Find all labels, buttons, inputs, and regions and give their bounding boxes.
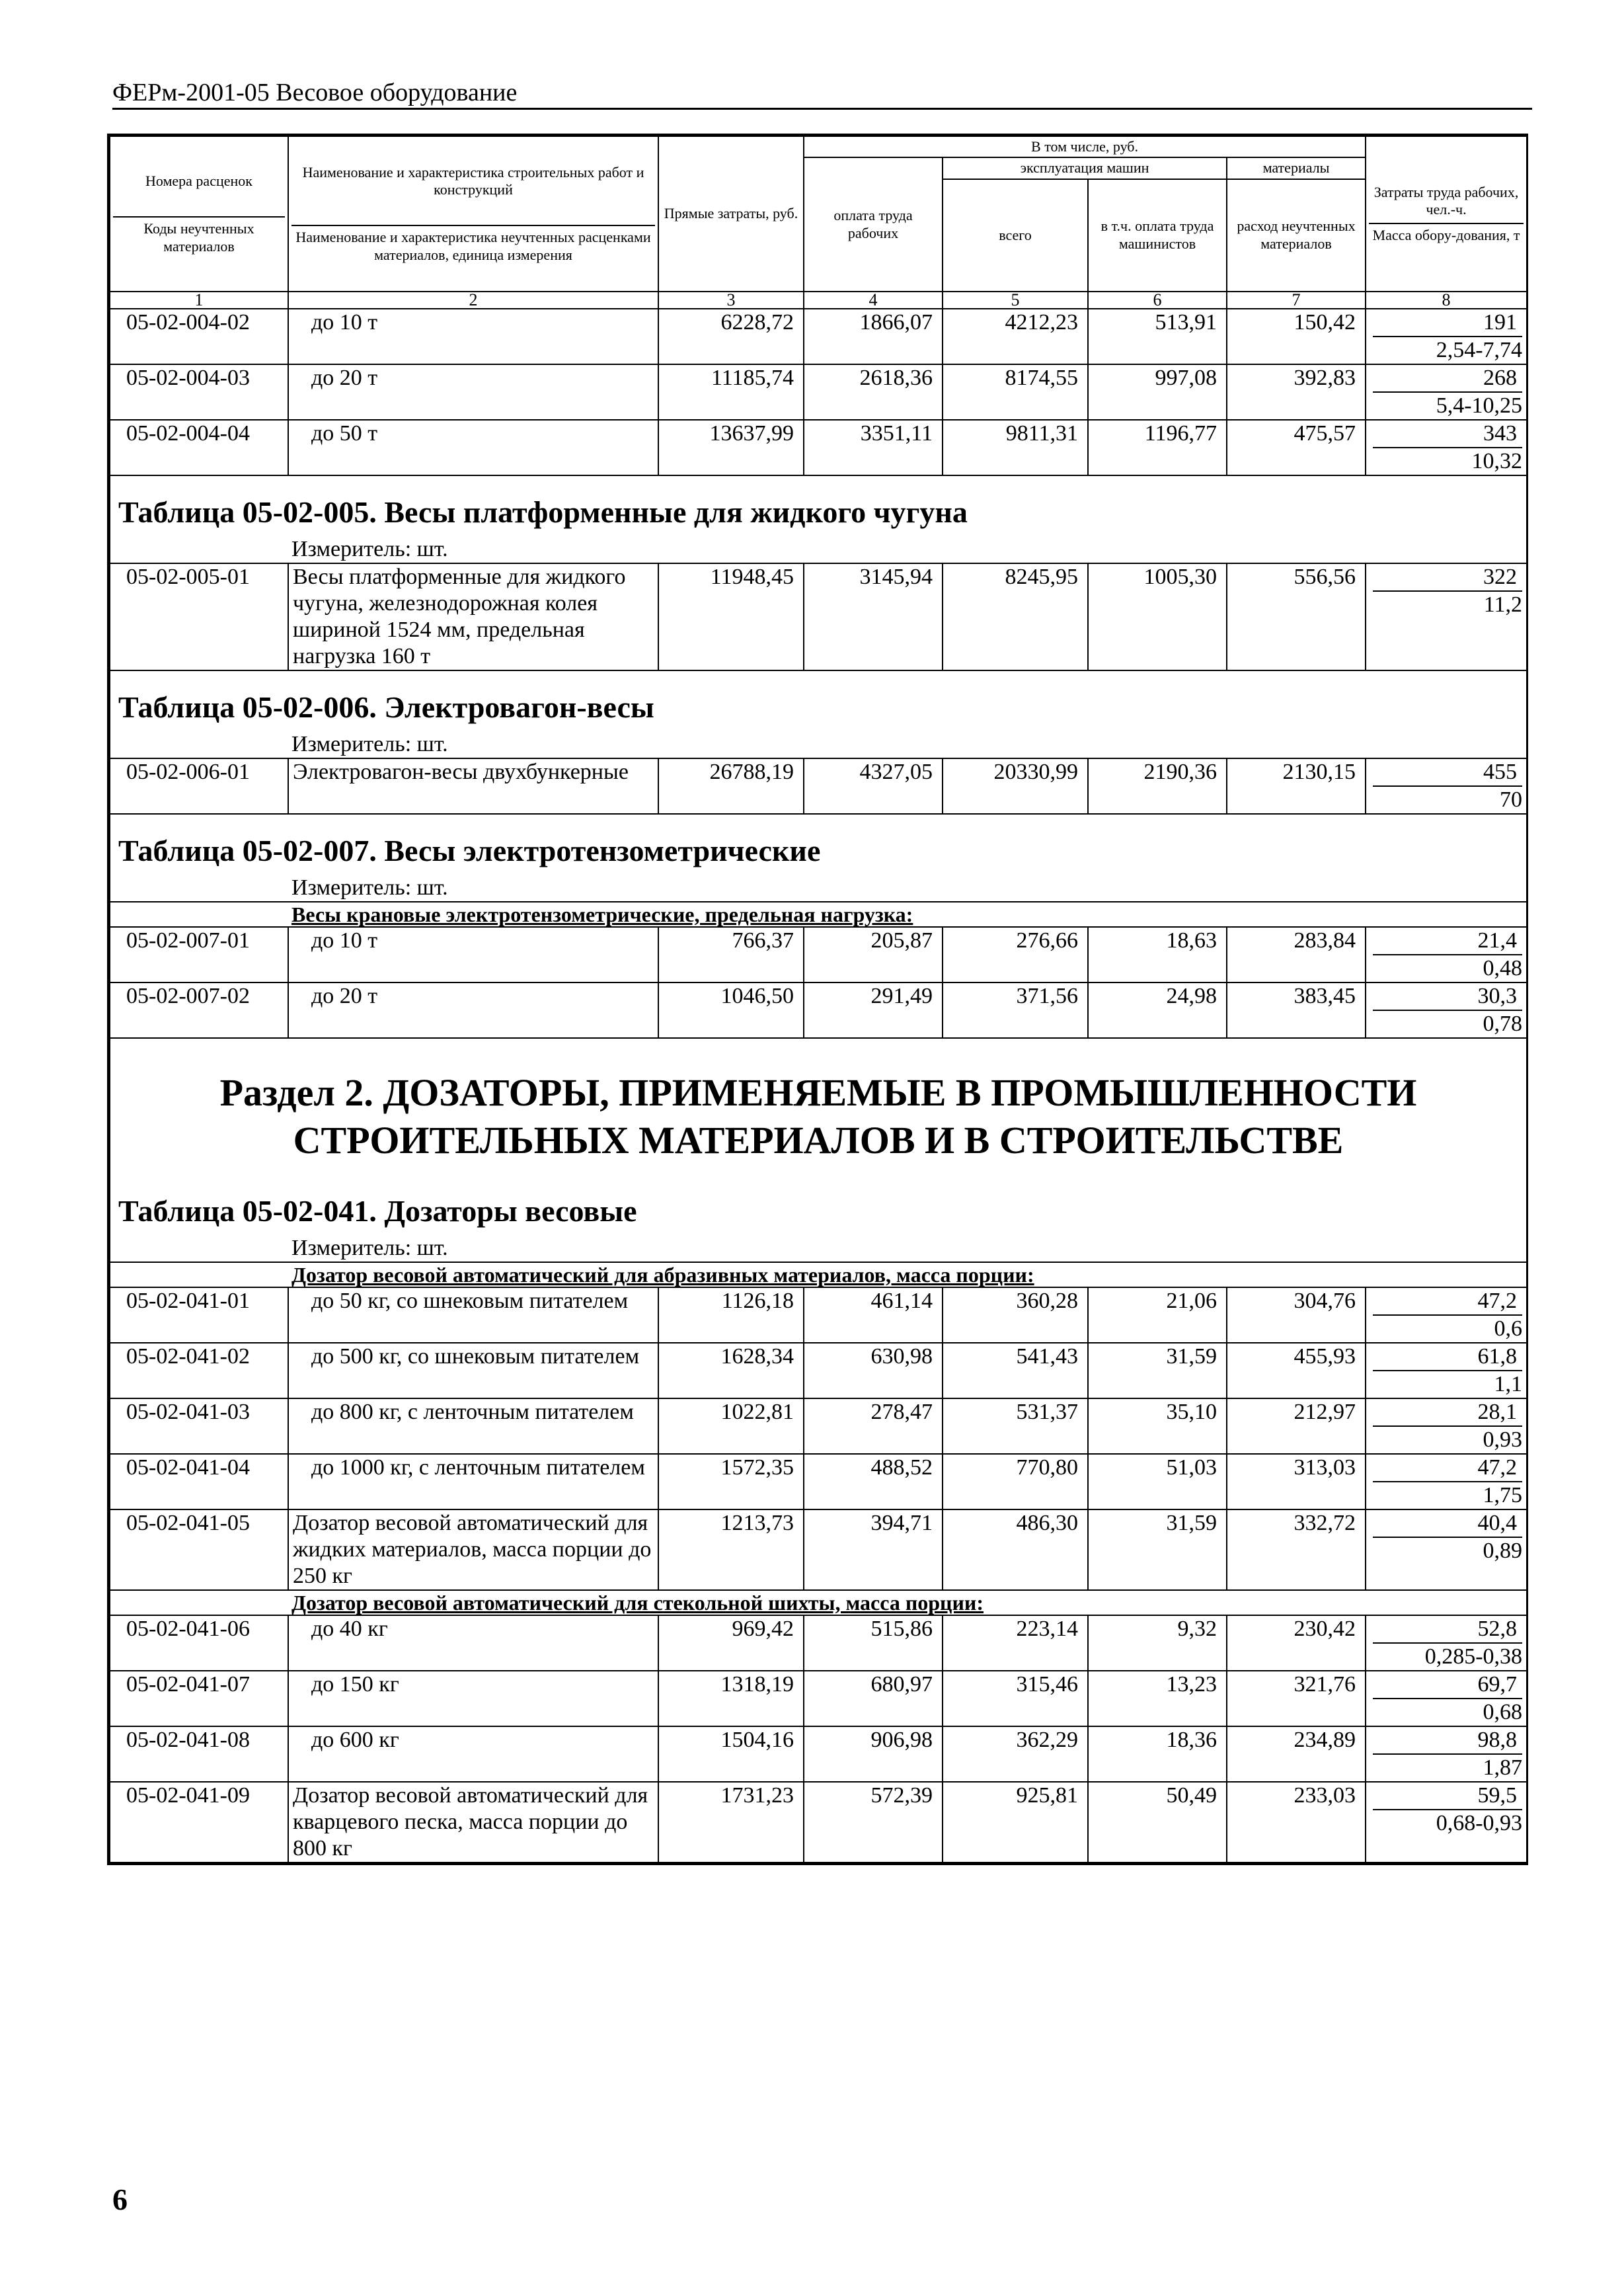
table-row <box>110 927 1527 982</box>
header-names <box>288 136 658 292</box>
rate-code: 05-02-041-05 <box>110 1509 288 1590</box>
group-heading: Весы крановые электротензометрические, предельная нагрузка: <box>291 902 913 926</box>
rate-name: до 10 т <box>288 309 658 364</box>
machine-cost: 360,28 <box>943 1287 1088 1343</box>
table-041-title: Таблица 05-02-041. Дозаторы весовые <box>118 1193 637 1228</box>
column-numbers-row <box>110 292 1527 309</box>
rows-004 <box>110 309 1527 475</box>
machinist-wage: 31,59 <box>1088 1509 1227 1590</box>
machinist-wage: 21,06 <box>1088 1287 1227 1343</box>
table-row <box>110 1671 1527 1726</box>
machine-cost: 276,66 <box>943 927 1088 982</box>
labor-cell <box>1366 309 1527 364</box>
rate-code: 05-02-006-01 <box>110 758 288 814</box>
rate-name: до 500 кг, со шнековым питателем <box>288 1343 658 1398</box>
table-row <box>110 1782 1527 1863</box>
materials-cost: 212,97 <box>1227 1398 1366 1454</box>
labor-cell <box>1366 1615 1527 1671</box>
rate-code: 05-02-004-02 <box>110 309 288 364</box>
header-rate-numbers: Номера расценок <box>145 172 252 189</box>
group-row <box>110 902 1527 927</box>
rate-name: до 150 кг <box>288 1671 658 1726</box>
section-title-line-1: Раздел 2. ДОЗАТОРЫ, ПРИМЕНЯЕМЫЕ В ПРОМЫШЛЕННОСТИ <box>219 1070 1417 1114</box>
machinist-wage: 9,32 <box>1088 1615 1227 1671</box>
table-row <box>110 1726 1527 1782</box>
machine-cost: 371,56 <box>943 982 1088 1038</box>
column-number: 4 <box>804 292 943 309</box>
header-total: всего <box>943 179 1088 292</box>
section-2-row <box>110 1038 1527 1262</box>
machine-cost: 223,14 <box>943 1615 1088 1671</box>
table-005-heading-row <box>110 475 1527 563</box>
machinist-wage: 50,49 <box>1088 1782 1227 1863</box>
header-codes <box>110 136 288 292</box>
equipment-mass: 0,68-0,93 <box>1436 1810 1523 1835</box>
direct-cost: 1022,81 <box>658 1398 804 1454</box>
machinist-wage: 18,36 <box>1088 1726 1227 1782</box>
machine-cost: 486,30 <box>943 1509 1088 1590</box>
rate-name: до 800 кг, с ленточным питателем <box>288 1398 658 1454</box>
header-including: В том числе, руб. <box>804 136 1366 157</box>
labor-hours: 28,1 <box>1373 1399 1522 1427</box>
rate-code: 05-02-004-03 <box>110 364 288 420</box>
wage: 4327,05 <box>804 758 943 814</box>
labor-hours: 343 <box>1373 421 1522 448</box>
rate-code: 05-02-041-08 <box>110 1726 288 1782</box>
table-006-title: Таблица 05-02-006. Электровагон-весы <box>118 690 654 724</box>
materials-cost: 392,83 <box>1227 364 1366 420</box>
group-row <box>110 1262 1527 1287</box>
equipment-mass: 70 <box>1500 787 1523 812</box>
table-header-row-1 <box>110 136 1527 157</box>
group-heading: Дозатор весовой автоматический для абразивных материалов, масса порции: <box>291 1262 1034 1287</box>
materials-cost: 283,84 <box>1227 927 1366 982</box>
materials-cost: 150,42 <box>1227 309 1366 364</box>
header-labor <box>1366 136 1527 292</box>
table-row <box>110 758 1527 814</box>
materials-cost: 234,89 <box>1227 1726 1366 1782</box>
table-row <box>110 563 1527 670</box>
materials-cost: 332,72 <box>1227 1509 1366 1590</box>
direct-cost: 1046,50 <box>658 982 804 1038</box>
wage: 572,39 <box>804 1782 943 1863</box>
equipment-mass: 1,1 <box>1494 1371 1523 1396</box>
labor-hours: 21,4 <box>1373 928 1522 955</box>
labor-hours: 61,8 <box>1373 1343 1522 1371</box>
equipment-mass: 0,93 <box>1483 1427 1523 1452</box>
rate-name: до 40 кг <box>288 1615 658 1671</box>
group-heading: Дозатор весовой автоматический для стекольной шихты, масса порции: <box>291 1590 984 1615</box>
labor-hours: 322 <box>1373 564 1522 592</box>
machinist-wage: 13,23 <box>1088 1671 1227 1726</box>
labor-cell <box>1366 982 1527 1038</box>
labor-hours: 98,8 <box>1373 1727 1522 1755</box>
wage: 515,86 <box>804 1615 943 1671</box>
materials-cost: 2130,15 <box>1227 758 1366 814</box>
materials-cost: 475,57 <box>1227 420 1366 475</box>
rate-code: 05-02-041-01 <box>110 1287 288 1343</box>
machinist-wage: 31,59 <box>1088 1343 1227 1398</box>
direct-cost: 766,37 <box>658 927 804 982</box>
section-title-line-2: СТРОИТЕЛЬНЫХ МАТЕРИАЛОВ И В СТРОИТЕЛЬСТВЕ <box>293 1118 1344 1162</box>
column-number: 6 <box>1088 292 1227 309</box>
labor-cell <box>1366 758 1527 814</box>
rate-code: 05-02-007-01 <box>110 927 288 982</box>
rate-code: 05-02-041-09 <box>110 1782 288 1863</box>
materials-cost: 233,03 <box>1227 1782 1366 1863</box>
wage: 278,47 <box>804 1398 943 1454</box>
direct-cost: 1504,16 <box>658 1726 804 1782</box>
equipment-mass: 5,4-10,25 <box>1436 393 1523 418</box>
wage: 680,97 <box>804 1671 943 1726</box>
rate-name: до 20 т <box>288 982 658 1038</box>
machinist-wage: 2190,36 <box>1088 758 1227 814</box>
wage: 205,87 <box>804 927 943 982</box>
rate-name: до 600 кг <box>288 1726 658 1782</box>
header-machines: эксплуатация машин <box>943 157 1227 179</box>
rate-name: до 1000 кг, с ленточным питателем <box>288 1454 658 1509</box>
equipment-mass: 0,68 <box>1483 1699 1523 1724</box>
rate-name: Электровагон-весы двухбункерные <box>288 758 658 814</box>
rates-table <box>107 134 1528 1865</box>
labor-cell <box>1366 420 1527 475</box>
machine-cost: 925,81 <box>943 1782 1088 1863</box>
wage: 488,52 <box>804 1454 943 1509</box>
direct-cost: 26788,19 <box>658 758 804 814</box>
rate-name: Дозатор весовой автоматический для жидких материалов, масса порции до 250 кг <box>288 1509 658 1590</box>
column-number: 1 <box>110 292 288 309</box>
materials-cost: 230,42 <box>1227 1615 1366 1671</box>
wage: 3145,94 <box>804 563 943 670</box>
direct-cost: 13637,99 <box>658 420 804 475</box>
table-row <box>110 1343 1527 1398</box>
direct-cost: 11948,45 <box>658 563 804 670</box>
table-row <box>110 1398 1527 1454</box>
group-row <box>110 1590 1527 1615</box>
table-row <box>110 1454 1527 1509</box>
labor-hours: 30,3 <box>1373 983 1522 1011</box>
section-title <box>114 1039 1522 1178</box>
table-row <box>110 1509 1527 1590</box>
table-007-title: Таблица 05-02-007. Весы электротензометрические <box>118 833 821 867</box>
table-041-measure: Измеритель: шт. <box>291 1235 448 1260</box>
equipment-mass: 1,75 <box>1483 1482 1523 1507</box>
table-007-heading-row <box>110 814 1527 902</box>
column-number: 3 <box>658 292 804 309</box>
header-equipment-mass: Масса обору-дования, т <box>1369 223 1524 244</box>
rate-code: 05-02-005-01 <box>110 563 288 670</box>
materials-cost: 455,93 <box>1227 1343 1366 1398</box>
materials-cost: 321,76 <box>1227 1671 1366 1726</box>
labor-cell <box>1366 1454 1527 1509</box>
labor-cell <box>1366 1398 1527 1454</box>
rate-name: до 20 т <box>288 364 658 420</box>
equipment-mass: 0,89 <box>1483 1538 1523 1563</box>
table-row <box>110 982 1527 1038</box>
header-labor-costs: Затраты труда рабочих, чел.-ч. <box>1373 183 1519 218</box>
equipment-mass: 2,54-7,74 <box>1436 337 1523 362</box>
direct-cost: 6228,72 <box>658 309 804 364</box>
header-direct-costs: Прямые затраты, руб. <box>658 136 804 292</box>
labor-hours: 52,8 <box>1373 1616 1522 1644</box>
labor-cell <box>1366 1671 1527 1726</box>
machine-cost: 541,43 <box>943 1343 1088 1398</box>
table-row <box>110 1615 1527 1671</box>
materials-cost: 383,45 <box>1227 982 1366 1038</box>
header-material-codes: Коды неучтенных материалов <box>113 216 285 255</box>
labor-cell <box>1366 563 1527 670</box>
rate-name: до 50 кг, со шнековым питателем <box>288 1287 658 1343</box>
rate-name: Дозатор весовой автоматический для кварцевого песка, масса порции до 800 кг <box>288 1782 658 1863</box>
running-head: ФЕРм-2001-05 Весовое оборудование <box>112 78 1532 110</box>
machine-cost: 8245,95 <box>943 563 1088 670</box>
header-unaccounted: расход неучтенных материалов <box>1227 179 1366 292</box>
rate-code: 05-02-041-07 <box>110 1671 288 1726</box>
equipment-mass: 10,32 <box>1471 448 1523 473</box>
direct-cost: 1731,23 <box>658 1782 804 1863</box>
machinist-wage: 24,98 <box>1088 982 1227 1038</box>
labor-cell <box>1366 1343 1527 1398</box>
rate-name: до 10 т <box>288 927 658 982</box>
materials-cost: 313,03 <box>1227 1454 1366 1509</box>
column-number: 8 <box>1366 292 1527 309</box>
table-row <box>110 309 1527 364</box>
labor-cell <box>1366 1509 1527 1590</box>
direct-cost: 1213,73 <box>658 1509 804 1590</box>
equipment-mass: 1,87 <box>1483 1755 1523 1780</box>
wage: 630,98 <box>804 1343 943 1398</box>
rate-code: 05-02-041-04 <box>110 1454 288 1509</box>
table-row <box>110 364 1527 420</box>
header-wage: оплата труда рабочих <box>804 157 943 291</box>
wage: 2618,36 <box>804 364 943 420</box>
column-number: 5 <box>943 292 1088 309</box>
labor-hours: 40,4 <box>1373 1510 1522 1538</box>
wage: 291,49 <box>804 982 943 1038</box>
page-number: 6 <box>112 2183 128 2216</box>
labor-hours: 47,2 <box>1373 1288 1522 1316</box>
machinist-wage: 513,91 <box>1088 309 1227 364</box>
machine-cost: 8174,55 <box>943 364 1088 420</box>
machinist-wage: 997,08 <box>1088 364 1227 420</box>
direct-cost: 11185,74 <box>658 364 804 420</box>
table-row <box>110 420 1527 475</box>
labor-cell <box>1366 927 1527 982</box>
table-005-measure: Измеритель: шт. <box>291 536 448 561</box>
machine-cost: 20330,99 <box>943 758 1088 814</box>
labor-cell <box>1366 364 1527 420</box>
materials-cost: 556,56 <box>1227 563 1366 670</box>
equipment-mass: 0,6 <box>1494 1316 1523 1341</box>
wage: 394,71 <box>804 1509 943 1590</box>
machinist-wage: 51,03 <box>1088 1454 1227 1509</box>
labor-cell <box>1366 1782 1527 1863</box>
direct-cost: 969,42 <box>658 1615 804 1671</box>
rate-code: 05-02-041-03 <box>110 1398 288 1454</box>
machinist-wage: 1005,30 <box>1088 563 1227 670</box>
column-number: 2 <box>288 292 658 309</box>
table-006-heading-row <box>110 670 1527 758</box>
rate-name: до 50 т <box>288 420 658 475</box>
labor-cell <box>1366 1287 1527 1343</box>
machine-cost: 9811,31 <box>943 420 1088 475</box>
machine-cost: 770,80 <box>943 1454 1088 1509</box>
direct-cost: 1572,35 <box>658 1454 804 1509</box>
header-materials: материалы <box>1227 157 1366 179</box>
materials-cost: 304,76 <box>1227 1287 1366 1343</box>
wage: 461,14 <box>804 1287 943 1343</box>
wage: 906,98 <box>804 1726 943 1782</box>
header-work-name: Наименование и характеристика строительных работ и конструкций <box>302 163 644 198</box>
wage: 1866,07 <box>804 309 943 364</box>
machine-cost: 531,37 <box>943 1398 1088 1454</box>
machinist-wage: 18,63 <box>1088 927 1227 982</box>
header-material-name: Наименование и характеристика неучтенных расценками материалов, единица измерения <box>291 225 655 264</box>
direct-cost: 1628,34 <box>658 1343 804 1398</box>
machinist-wage: 1196,77 <box>1088 420 1227 475</box>
wage: 3351,11 <box>804 420 943 475</box>
equipment-mass: 0,48 <box>1483 955 1523 981</box>
direct-cost: 1318,19 <box>658 1671 804 1726</box>
equipment-mass: 0,285-0,38 <box>1424 1644 1523 1669</box>
labor-hours: 191 <box>1373 309 1522 337</box>
table-005-title: Таблица 05-02-005. Весы платформенные для жидкого чугуна <box>118 495 968 529</box>
machinist-wage: 35,10 <box>1088 1398 1227 1454</box>
table-007-measure: Измеритель: шт. <box>291 875 448 900</box>
rate-code: 05-02-041-02 <box>110 1343 288 1398</box>
labor-hours: 455 <box>1373 759 1522 787</box>
labor-hours: 59,5 <box>1373 1783 1522 1810</box>
labor-cell <box>1366 1726 1527 1782</box>
machine-cost: 315,46 <box>943 1671 1088 1726</box>
equipment-mass: 0,78 <box>1483 1011 1523 1036</box>
table-006-measure: Измеритель: шт. <box>291 731 448 756</box>
rate-name: Весы платформенные для жидкого чугуна, железнодорожная колея шириной 1524 мм, предельная нагрузка 160 т <box>288 563 658 670</box>
labor-hours: 69,7 <box>1373 1671 1522 1699</box>
rate-code: 05-02-041-06 <box>110 1615 288 1671</box>
labor-hours: 47,2 <box>1373 1455 1522 1482</box>
equipment-mass: 11,2 <box>1483 592 1523 617</box>
column-number: 7 <box>1227 292 1366 309</box>
rate-code: 05-02-007-02 <box>110 982 288 1038</box>
machine-cost: 4212,23 <box>943 309 1088 364</box>
machine-cost: 362,29 <box>943 1726 1088 1782</box>
labor-hours: 268 <box>1373 365 1522 393</box>
rate-code: 05-02-004-04 <box>110 420 288 475</box>
table-row <box>110 1287 1527 1343</box>
direct-cost: 1126,18 <box>658 1287 804 1343</box>
header-machinist-wage: в т.ч. оплата труда машинистов <box>1088 179 1227 292</box>
